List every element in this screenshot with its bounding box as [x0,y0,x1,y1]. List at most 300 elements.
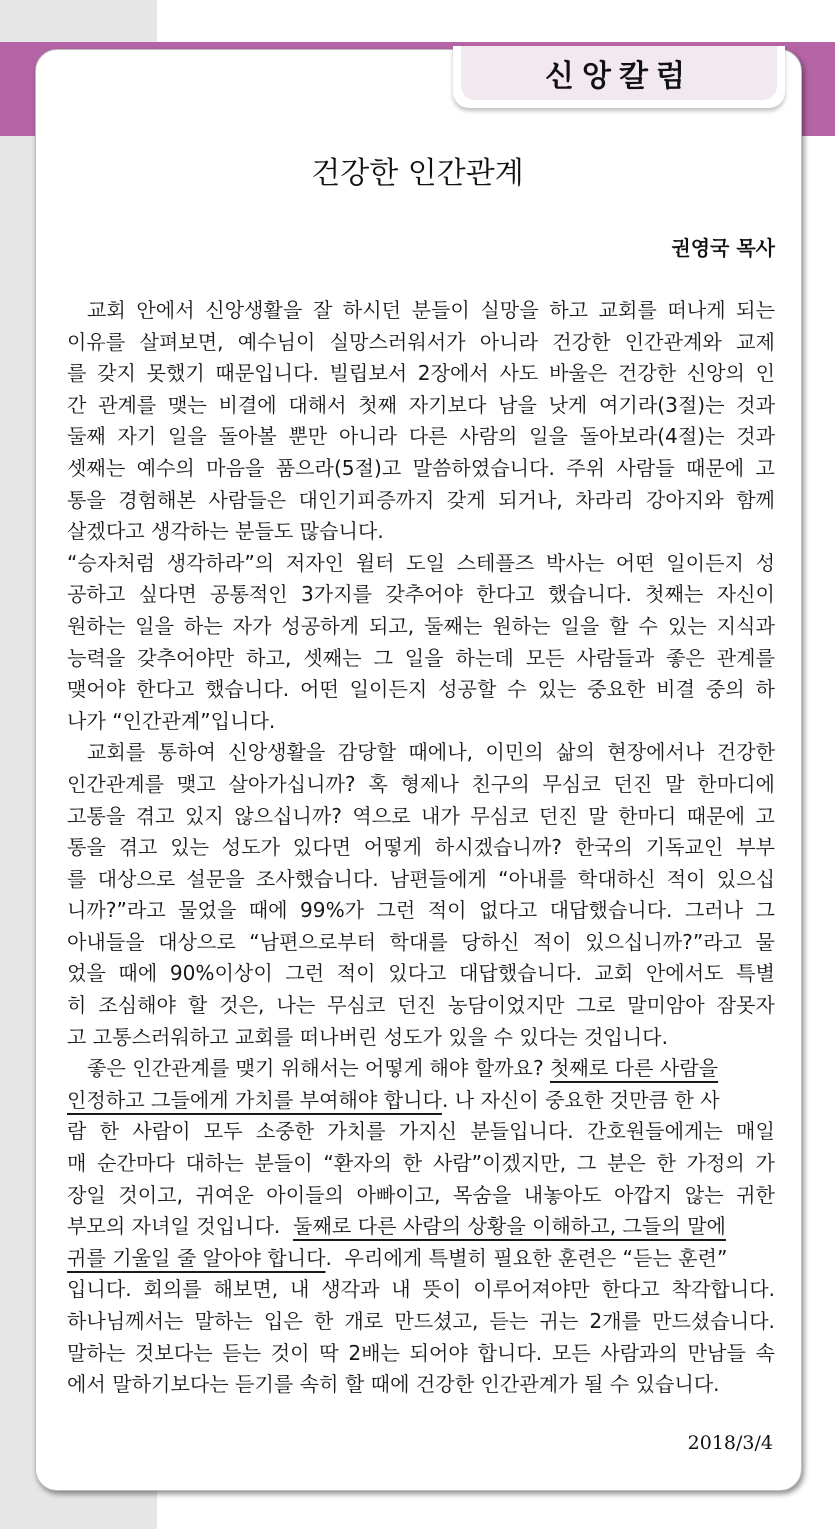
word: 여기라(3절)는 [599,392,725,417]
word: 무심코 [470,803,529,828]
section-tab [453,46,785,108]
word: 갖지 [97,361,136,386]
word: 적이 [532,929,572,954]
word: 설문을 [186,866,245,891]
word: 수 [507,677,527,702]
word: 있는 [667,613,707,638]
word: 둘째는 [424,613,483,638]
word: 사람”이겠지만, [432,1151,567,1176]
word: 가정의 [686,1151,745,1176]
word: 사람의 [459,424,518,449]
word: 겪고 [135,803,175,828]
word: 건강한 [617,361,677,386]
word: 학대하신 [577,866,656,891]
word: 생각과 [321,1277,380,1302]
underlined-emphasis: 인정하고 그들에게 가치를 부여해야 합니다 [67,1087,442,1112]
word: 말하는 [67,1340,126,1365]
word: 분들이 [411,298,470,322]
word: 대인기피증까지 [298,487,435,512]
word: 인간관계와 [624,329,722,354]
word: 아깝지 [613,1182,673,1207]
text-line [67,453,775,485]
word: 하 [755,677,775,702]
word: 능력을 [67,645,126,670]
word: 맺는 [167,392,207,417]
text-segment: 좋은 인간관계를 맺기 위해서는 어떻게 해야 할까요? [87,1056,550,1081]
word: 돌아보라(4절)는 [579,424,725,449]
word: 마음을 [206,455,265,480]
word: “환자의 [323,1151,393,1176]
text-line [67,327,775,359]
text-line [67,769,775,801]
word: 원하는 [67,613,126,638]
text-line [67,1306,775,1338]
word: 를 [67,361,87,386]
word: 차라리 [575,487,634,512]
word: 나는 [276,993,316,1018]
word: 있는 [537,677,577,702]
word: 목숨을 [453,1182,512,1207]
text-line [67,990,775,1022]
word: 못했기 [146,361,205,386]
word: 교회를 [598,298,657,322]
word: 매 [67,1151,87,1176]
word: 실망스러워서가 [329,329,466,354]
text-line [67,674,775,706]
text-line [67,579,775,611]
word: 바울은 [548,361,608,386]
word: 대해서 [288,392,347,417]
word: 던진 [397,993,437,1018]
word: 일을 [560,613,600,638]
word: 윌터 [355,550,395,575]
word: 하는 [183,613,223,638]
word: 만드셨습니다. [652,1309,775,1333]
word: 셋째는 [303,645,362,670]
word: 때에 [248,898,288,923]
word: 경험해본 [118,487,196,512]
word: 셋째는 [67,455,126,480]
text-line [67,358,775,390]
word: 적이 [427,898,467,923]
word: 맺고 [176,771,216,796]
word: 대상으로 [158,929,236,954]
word: 현장에서나 [607,740,705,765]
word: 입은 [263,1309,303,1333]
word: 했습니다. [547,582,632,607]
text-line: 살겠다고 생각하는 분들도 많습니다. [67,519,384,544]
word: 만남들 [687,1340,746,1365]
word: 통을 [67,835,106,860]
word: 맺어야 [67,677,126,702]
word: 일을 [167,424,207,449]
article-body [67,295,775,1401]
word: 사도 [499,361,539,386]
word: 교제 [736,329,775,354]
word: 기독교인 [645,835,724,860]
word: 할 [187,993,208,1018]
word: 한 [313,1309,334,1333]
word: 한다고 [476,582,535,607]
word: 사람과의 [600,1340,678,1365]
word: 다른 [408,424,448,449]
word: 자신이 [716,582,775,607]
word: 자가 [232,613,272,638]
article-title: 건강한 인간관계 [311,156,524,191]
word: 형제나 [400,771,459,796]
text-line [67,1180,775,1212]
word: 자기보다 [408,392,487,417]
word: 중의 [705,677,745,702]
text-segment: . 우리에게 특별히 필요한 훈련은 “듣는 훈련” [325,1245,728,1270]
word: 이루어져야만 [473,1277,590,1302]
word: 적이 [666,866,706,891]
word: 되는 [736,298,775,322]
word: 강아지와 [645,487,724,512]
word: 교회 [87,298,126,322]
word: 한마디에 [697,771,775,796]
word: 않으십니까? [234,803,342,828]
word: 안에서 [136,298,195,322]
word: 고통을 [67,803,126,828]
word: 90%이상이 [169,961,273,986]
word: 그런 [285,961,325,986]
word: 감당할 [337,740,396,765]
word: 안에서도 [645,961,724,986]
word: 남을 [498,392,537,417]
word: 예수님이 [237,329,316,354]
text-segment: . 나 자신이 중요한 것만큼 한 사 [441,1087,720,1112]
text-line [67,548,775,580]
word: 첫째 [358,392,398,417]
word: 한 [402,1151,423,1176]
word: 99%가 [300,898,365,923]
word: 있으십니까?”라고 [585,929,743,954]
word: 저자인 [285,550,345,575]
word: 하고 [549,298,589,322]
word: 개로 [344,1309,384,1333]
word: 소중한 [255,1119,315,1144]
word: 속 [755,1340,775,1365]
word: 그러나 [684,898,744,923]
text-line: 에서 말하기보다는 듣기를 속히 할 때에 건강한 인간관계가 될 수 있습니다. [67,1372,720,1397]
word: 그 [755,898,775,923]
word: 그 [373,645,393,670]
word: 어떻게 [363,835,423,860]
word: 하시겠습니까? [434,835,562,860]
word: 합니다. [477,1340,543,1365]
word: 했습니다. [205,677,290,702]
word: 때문에 [686,803,745,828]
text-line: 고 고통스러워하고 교회를 떠나버린 성도가 있을 수 있다는 것입니다. [67,1024,668,1049]
word: 공하고 [67,582,126,607]
text-line [67,1338,775,1370]
word: 분은 [606,1151,646,1176]
word: 귀여운 [195,1182,254,1207]
word: 조사했습니다. [255,866,379,891]
word: 만드셨고, [394,1309,479,1333]
word: 사람이 [132,1119,191,1144]
underlined-emphasis: 첫째로 다른 사람을 [550,1056,719,1081]
word: 잘 [312,298,333,322]
word: 말 [588,803,608,828]
word: 말씀하였습니다. [412,455,555,480]
word: 한 [656,1151,676,1176]
word: 이유를 [67,329,126,354]
word: 돌아볼 [218,424,277,449]
word: 그로 [576,993,616,1018]
word: 해보면, [213,1277,279,1302]
word: 조심해야 [98,993,176,1018]
word: 친구의 [471,771,530,796]
word: “남편으로부터 [249,929,377,954]
word: 아이들의 [266,1182,344,1207]
word: 비결에 [218,392,277,417]
word: 갖추어야만 [137,645,235,670]
text-line [67,958,775,990]
text-line [67,737,775,769]
word: 교회 [594,961,634,986]
word: 함께 [736,487,775,512]
word: 2배는 [348,1340,400,1365]
word: 뜻이 [422,1277,462,1302]
word: 가치를 [327,1119,386,1144]
word: 말하는 [194,1309,253,1333]
word: 생각하라”의 [166,550,275,575]
word: 히 [67,993,87,1018]
word: 모두 [203,1119,243,1144]
word: 부부 [736,835,775,860]
word: 지식과 [716,613,775,638]
word: 건강한 [716,740,775,765]
word: 때문입니다. [215,361,319,386]
word: 그런 [376,898,416,923]
word: 스테플즈 [456,550,535,575]
text-segment: 부모의 자녀일 것입니다. [67,1214,294,1239]
word: 뿐만 [288,424,328,449]
word: 었을 [67,961,106,986]
word: 관계를 [98,392,157,417]
word: 내 [289,1277,310,1302]
word: 인 [755,361,775,386]
word: 던진 [613,771,653,796]
text-line [67,611,775,643]
word: 한마디 [618,803,677,828]
word: 한다고 [601,1277,660,1302]
word: 원하는 [492,613,551,638]
word: 한국의 [574,835,633,860]
word: 귀한 [736,1182,775,1207]
word: 사람들과 [576,645,655,670]
text-line [67,1148,775,1180]
word: 것은, [219,993,265,1018]
word: 가지신 [398,1119,458,1144]
word: 수 [638,613,658,638]
text-line [67,895,775,927]
word: 장일 [67,1182,106,1207]
word: 갖추어야 [385,582,463,607]
word: 이민의 [485,740,544,765]
word: 2장에서 [417,361,489,386]
word: 아니라 [338,424,398,449]
word: 듣는 [489,1309,529,1333]
word: 내놓아도 [523,1182,602,1207]
word: 일을 [529,424,568,449]
word: 때에 [118,961,158,986]
text-line [67,643,775,675]
word: 떠나게 [667,298,726,322]
word: 고 [755,455,775,480]
text-line [67,801,775,833]
word: “승자처럼 [67,550,156,575]
word: 되거나, [498,487,563,512]
word: 성 [755,550,775,575]
text-line [67,295,775,327]
word: 겪고 [118,835,158,860]
word: 말미암아 [627,993,705,1018]
word: 물 [755,929,775,954]
word: 되어야 [409,1340,468,1365]
word: 니까?”라고 [67,898,166,923]
word: 박사는 [545,550,605,575]
article-author: 권영국 목사 [671,236,775,260]
word: 잠못자 [716,993,775,1018]
word: 삶의 [556,740,595,765]
underlined-emphasis: 귀를 기울일 줄 알아야 합니다 [67,1245,326,1270]
word: 하고, [246,645,292,670]
word: 간호원들에게는 [586,1119,723,1144]
word: 던진 [538,803,578,828]
word: 둘째 [67,424,106,449]
word: 한 [99,1119,120,1144]
word: 일이든지 [666,550,744,575]
text-line [67,832,775,864]
word: 싶다면 [138,582,197,607]
word: 예수의 [136,455,195,480]
word: 주위 [566,455,606,480]
word: 농담이었지만 [447,993,565,1018]
word: 것과 [736,424,775,449]
word: 신앙생활을 [205,298,303,322]
text-line [67,390,775,422]
word: 하는데 [455,645,514,670]
text-line [67,864,775,896]
word: 살아가십니까? [228,771,356,796]
word: 있는 [170,835,210,860]
word: 좋은 [666,645,705,670]
word: 간 [67,392,87,417]
text-line: 나가 “인간관계”입니다. [67,708,276,733]
word: 아니라 [479,329,539,354]
word: 하나님께서는 [67,1309,184,1333]
word: 사람들 [616,455,675,480]
word: 내가 [421,803,460,828]
article-date: 2018/3/4 [687,1432,773,1454]
word: 고 [755,803,775,828]
word: 회의를 [143,1277,202,1302]
word: 모든 [551,1340,591,1365]
word: 남편들에게 [389,866,487,891]
word: 신앙생활을 [228,740,326,765]
word: 빌립보서 [329,361,408,386]
text-line [67,421,775,453]
word: 없다고 [478,898,538,923]
word: 교회를 [87,740,146,765]
word: 도일 [406,550,445,575]
word: 무심코 [542,771,601,796]
word: 입니다. [67,1277,132,1302]
word: 람 [67,1119,87,1144]
word: 분들이 [254,1151,313,1176]
word: 일을 [135,613,174,638]
word: 때문에 [685,455,745,480]
word: 순간마다 [97,1151,175,1176]
word: 중요한 [587,677,646,702]
word: 관계를 [716,645,775,670]
word: 귀는 [539,1309,579,1333]
word: 때에나, [408,740,474,765]
word: 있으십 [716,866,775,891]
text-line [67,1243,775,1275]
word: 일을 [404,645,444,670]
text-line [67,927,775,959]
word: 학대를 [389,929,448,954]
word: 딱 [319,1340,339,1365]
text-line [67,1274,775,1306]
word: 낫게 [548,392,588,417]
word: 있다고 [388,961,447,986]
text-line [67,1211,775,1243]
word: 실망을 [480,298,539,322]
word: 공통적인 [210,582,288,607]
word: 대답했습니다. [459,961,582,986]
text-line [67,1085,775,1117]
word: 품으라(5절)고 [275,455,402,480]
word: 특별 [736,961,775,986]
underlined-emphasis: 둘째로 다른 사람의 상황을 이해하고, 그들의 말에 [293,1214,726,1239]
word: 않는 [684,1182,724,1207]
word: 것이고, [118,1182,183,1207]
word: 첫째는 [645,582,704,607]
text-line [67,485,775,517]
word: 성도가 [221,835,281,860]
word: 내 [391,1277,411,1302]
word: 적이 [336,961,376,986]
word: 것보다는 [134,1340,213,1365]
word: 매일 [736,1119,775,1144]
word: 분들입니다. [470,1119,574,1144]
text-line [67,1116,775,1148]
word: “아내를 [498,866,567,891]
word: 성공할 [438,677,497,702]
word: 아내들을 [67,929,145,954]
word: 한다고 [136,677,195,702]
word: 통하여 [157,740,216,765]
word: 물었을 [178,898,237,923]
word: 되고, [368,613,415,638]
section-tab-inner [461,46,777,100]
word: 갖게 [446,487,486,512]
word: 인간관계를 [67,771,165,796]
word: 할 [609,613,629,638]
word: 하시던 [342,298,402,322]
word: 혹 [368,771,388,796]
word: 성공하게 [281,613,360,638]
word: 사람들은 [208,487,287,512]
section-label: 신앙칼럼 [545,59,693,94]
word: 무심코 [327,993,386,1018]
word: 건강한 [552,329,611,354]
